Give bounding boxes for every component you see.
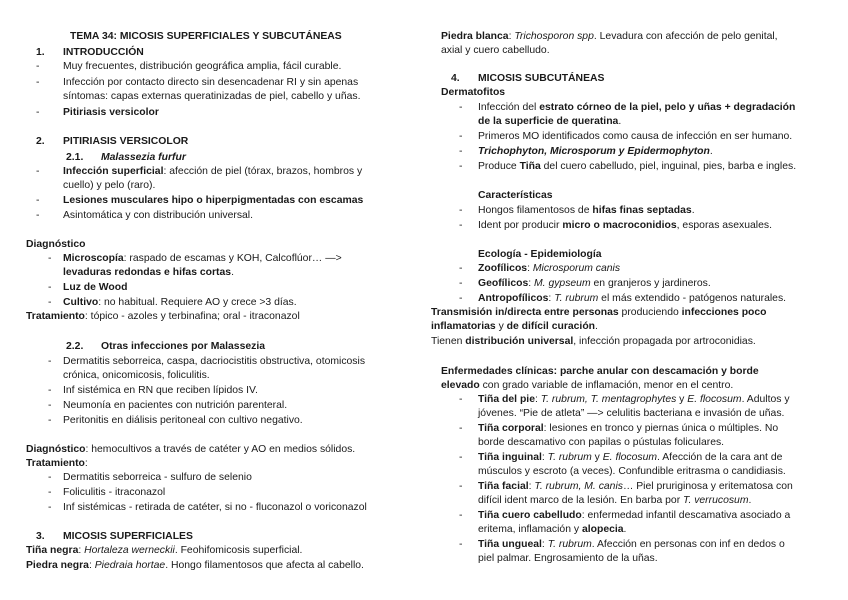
bullet-dash: - xyxy=(36,166,40,177)
bullet-dash: - xyxy=(459,263,463,274)
oi-item-2: Inf sistémica en RN que reciben lípidos IV. xyxy=(63,385,258,396)
bullet-dash: - xyxy=(48,253,52,264)
distribucion-line: Tienen distribución universal, infección propagada por artroconidias. xyxy=(431,336,756,347)
section-1-title: INTRODUCCIÓN xyxy=(63,47,144,58)
bullet-dash: - xyxy=(459,481,463,492)
section-4-title: MICOSIS SUBCUTÁNEAS xyxy=(478,73,605,84)
oi-item-3: Neumonía en pacientes con nutrición parenteral. xyxy=(63,400,288,411)
diag-item-2: Luz de Wood xyxy=(63,282,128,293)
bullet-dash: - xyxy=(48,472,52,483)
car-item-1: Hongos filamentosos de hifas finas septadas. xyxy=(478,205,695,216)
transmision-line: Transmisión in/directa entre personas produciendo infecciones poco xyxy=(431,307,767,318)
enfermedades-clinicas-line-2: elevado con grado variable de inflamación, menor en el centro. xyxy=(441,380,734,391)
section-4-number: 4. xyxy=(451,73,460,84)
bullet-dash: - xyxy=(36,195,40,206)
bullet-dash: - xyxy=(459,146,463,157)
bullet-dash: - xyxy=(459,131,463,142)
oi-item-1b: crónica, onicomicosis, foliculitis. xyxy=(63,370,210,381)
derm-item-2: Primeros MO identificados como causa de infección en ser humano. xyxy=(478,131,793,142)
section-2-2-title: Otras infecciones por Malassezia xyxy=(101,341,266,352)
piedra-negra-line: Piedra negra: Piedraia hortae. Hongo filamentosos que afecta al cabello. xyxy=(26,560,364,571)
bullet-dash: - xyxy=(48,385,52,396)
section-3-title: MICOSIS SUPERFICIALES xyxy=(63,531,193,542)
pv-item-3: Asintomática y con distribución universal. xyxy=(63,210,254,221)
section-2-2-number: 2.2. xyxy=(66,341,84,352)
eco-item-3: Antropofílicos: T. rubrum el más extendido - patógenos naturales. xyxy=(478,293,787,304)
page-title: TEMA 34: MICOSIS SUPERFICIALES Y SUBCUTÁNEAS xyxy=(70,31,342,42)
eco-item-2: Geofílicos: M. gypseum en granjeros y jardineros. xyxy=(478,278,711,289)
diag-item-1: Microscopía: raspado de escamas y KOH, Calcoflúor… —> xyxy=(63,253,342,264)
intro-item-2a: Infección por contacto directo sin desencadenar RI y sin apenas xyxy=(63,77,359,88)
tina-corporal-line: Tiña corporal: lesiones en tronco y piernas única o múltiples. No xyxy=(478,423,779,434)
treat-item-2: Foliculitis - itraconazol xyxy=(63,487,166,498)
bullet-dash: - xyxy=(459,423,463,434)
piedra-blanca-line: Piedra blanca: Trichosporon spp. Levadura con afección de pelo genital, xyxy=(441,31,778,42)
section-2-1-number: 2.1. xyxy=(66,152,84,163)
bullet-dash: - xyxy=(36,77,40,88)
tina-negra-line: Tiña negra: Hortaleza werneckii. Feohifomicosis superficial. xyxy=(26,545,303,556)
tina-inguinal-line: Tiña inguinal: T. rubrum y E. flocosum. Afección de la cara ant de xyxy=(478,452,783,463)
transmision-line-2: inflamatorias y de difícil curación. xyxy=(431,321,598,332)
tina-cuero-cabelludo-line: Tiña cuero cabelludo: enfermedad infantil descamativa asociado a xyxy=(478,510,791,521)
bullet-dash: - xyxy=(48,415,52,426)
tina-cuero-cabelludo-line-2: eritema, inflamación y alopecia. xyxy=(478,524,627,535)
intro-item-3: Pitiriasis versicolor xyxy=(63,107,159,118)
derm-item-4: Produce Tiña del cuero cabelludo, piel, inguinal, pies, barba e ingles. xyxy=(478,161,797,172)
eco-item-1: Zoofílicos: Microsporum canis xyxy=(478,263,621,274)
oi-item-1a: Dermatitis seborreica, caspa, dacriocistitis obstructiva, otomicosis xyxy=(63,356,366,367)
tina-corporal-line-2: borde descamativo con papilas o pústulas foliculares. xyxy=(478,437,725,448)
bullet-dash: - xyxy=(48,400,52,411)
section-2-number: 2. xyxy=(36,136,45,147)
bullet-dash: - xyxy=(48,356,52,367)
pv-item-2: Lesiones musculares hipo o hiperpigmentadas con escamas xyxy=(63,195,364,206)
section-1-number: 1. xyxy=(36,47,45,58)
bullet-dash: - xyxy=(459,293,463,304)
diag-item-3: Cultivo: no habitual. Requiere AO y crece >3 días. xyxy=(63,297,297,308)
bullet-dash: - xyxy=(48,297,52,308)
tina-facial-line-2: difícil ident marco de la lesión. En barba por T. verrucosum. xyxy=(478,495,752,506)
diag-item-1b: levaduras redondas e hifas cortas. xyxy=(63,267,234,278)
section-2-1-title: Malassezia furfur xyxy=(101,152,186,163)
tina-pie-line-2: jóvenes. “Pie de atleta” —> celulitis bacteriana e invasión de uñas. xyxy=(478,408,785,419)
tina-ungueal-line: Tiña ungueal: T. rubrum. Afección en personas con inf en dedos o xyxy=(478,539,785,550)
section-3-number: 3. xyxy=(36,531,45,542)
treat-item-3: Inf sistémicas - retirada de catéter, si no - fluconazol o voriconazol xyxy=(63,502,367,513)
bullet-dash: - xyxy=(459,394,463,405)
derm-item-1b: de la superficie de queratina. xyxy=(478,116,622,127)
section-2-title: PITIRIASIS VERSICOLOR xyxy=(63,136,189,147)
bullet-dash: - xyxy=(48,487,52,498)
ecologia-heading: Ecología - Epidemiología xyxy=(478,249,602,260)
bullet-dash: - xyxy=(36,210,40,221)
pv-item-1b: cuello) y pelo (raro). xyxy=(63,180,156,191)
treat-item-1: Dermatitis seborreica - sulfuro de selenio xyxy=(63,472,252,483)
diagnosis-2-line: Diagnóstico: hemocultivos a través de catéter y AO en medios sólidos. xyxy=(26,444,356,455)
tina-facial-line: Tiña facial: T. rubrum, M. canis… Piel pruriginosa y eritematosa con xyxy=(478,481,793,492)
bullet-dash: - xyxy=(36,61,40,72)
tina-pie-line: Tiña del pie: T. rubrum, T. mentagrophytes y E. flocosum. Adultos y xyxy=(478,394,790,405)
bullet-dash: - xyxy=(459,220,463,231)
bullet-dash: - xyxy=(459,161,463,172)
caracteristicas-heading: Características xyxy=(478,190,553,201)
tina-ungueal-line-2: piel palmar. Engrosamiento de la uñas. xyxy=(478,553,658,564)
pv-item-1: Infección superficial: afección de piel (tórax, brazos, hombros y xyxy=(63,166,363,177)
bullet-dash: - xyxy=(459,452,463,463)
derm-item-1: Infección del estrato córneo de la piel, pelo y uñas + degradación xyxy=(478,102,796,113)
bullet-dash: - xyxy=(36,107,40,118)
bullet-dash: - xyxy=(459,278,463,289)
oi-item-4: Peritonitis en diálisis peritoneal con cultivo negativo. xyxy=(63,415,303,426)
diagnosis-label: Diagnóstico xyxy=(26,239,86,250)
piedra-blanca-line-2: axial y cuero cabelludo. xyxy=(441,45,550,56)
derm-item-3: Trichophyton, Microsporum y Epidermophyton. xyxy=(478,146,713,157)
treatment-line: Tratamiento: tópico - azoles y terbinafina; oral - itraconazol xyxy=(26,311,300,322)
tina-inguinal-line-2: músculos y escroto (a veces). Confundible eritrasma o candidiasis. xyxy=(478,466,786,477)
bullet-dash: - xyxy=(459,539,463,550)
dermatofitos-label: Dermatofitos xyxy=(441,87,506,98)
treatment-2-label: Tratamiento: xyxy=(26,458,88,469)
bullet-dash: - xyxy=(48,282,52,293)
bullet-dash: - xyxy=(459,102,463,113)
intro-item-2b: síntomas: capas externas queratinizadas de piel, cabello y uñas. xyxy=(63,91,361,102)
intro-item-1: Muy frecuentes, distribución geográfica amplia, fácil curable. xyxy=(63,61,342,72)
bullet-dash: - xyxy=(459,510,463,521)
enfermedades-clinicas-line: Enfermedades clínicas: parche anular con descamación y borde xyxy=(441,366,759,377)
bullet-dash: - xyxy=(459,205,463,216)
car-item-2: Ident por producir micro o macroconidios, esporas asexuales. xyxy=(478,220,772,231)
bullet-dash: - xyxy=(48,502,52,513)
